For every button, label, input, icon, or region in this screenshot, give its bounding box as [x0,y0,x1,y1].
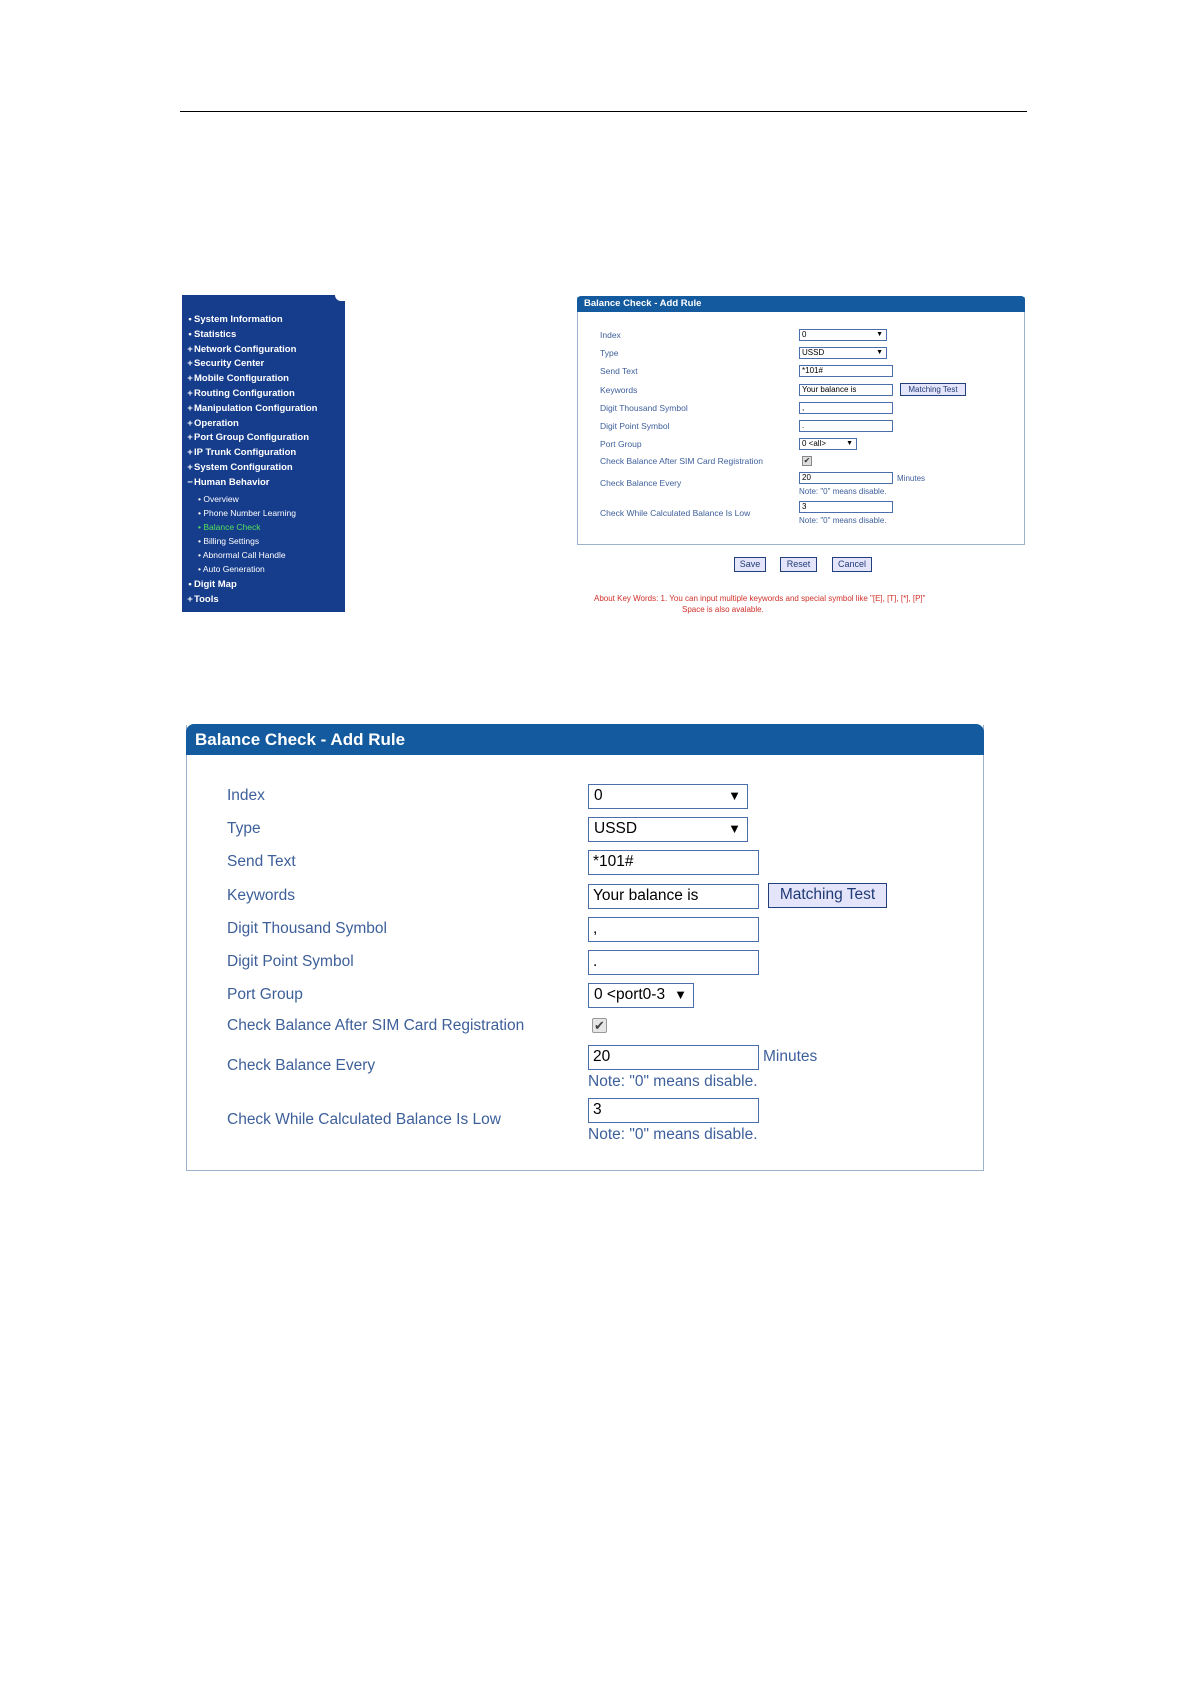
digit-thousand-label: Digit Thousand Symbol [600,403,688,413]
check-low-input[interactable]: 3 [799,501,893,513]
digit-thousand-label: Digit Thousand Symbol [227,920,387,937]
send-text-label: Send Text [227,853,296,870]
chevron-down-icon: ▼ [876,331,883,338]
digit-thousand-input[interactable]: , [588,917,759,942]
type-label: Type [600,348,619,358]
sidebar-subitem-auto-generation[interactable]: • Auto Generation [198,564,265,575]
page-header-rule [180,111,1027,112]
sidebar-sub-list [186,492,317,577]
about-keywords-line1: About Key Words: 1. You can input multiple keywords and special symbol like "[E], [T], [*], [P]" [594,594,926,603]
check-low-input[interactable]: 3 [588,1098,759,1123]
chevron-down-icon: ▼ [726,818,741,840]
panel-title: Balance Check - Add Rule [186,724,984,755]
chevron-down-icon: ▼ [876,349,883,356]
sidebar-item-mobile-configuration[interactable]: +Mobile Configuration [187,373,289,385]
sidebar-item-system-information[interactable]: • System Information [188,314,283,325]
send-text-label: Send Text [600,366,638,376]
type-label: Type [227,820,261,837]
chevron-down-icon: ▼ [846,440,853,447]
sidebar-subitem-overview[interactable]: • Overview [198,493,239,504]
check-every-label: Check Balance Every [600,478,682,488]
index-label: Index [600,330,621,340]
chevron-down-icon: ▼ [726,785,741,807]
small-balance-check-panel [577,297,1025,545]
sidebar-item-human-behavior[interactable]: −Human Behavior [187,476,270,488]
note-disable: Note: "0" means disable. [588,1126,758,1143]
check-low-label: Check While Calculated Balance Is Low [600,508,751,518]
port-group-select[interactable]: 0 <all> ▼ [799,438,857,450]
check-every-input[interactable]: 20 [588,1045,759,1070]
digit-point-label: Digit Point Symbol [600,421,670,431]
sidebar-item-digit-map[interactable]: • Digit Map [188,579,237,591]
sidebar-item-ip-trunk-configuration[interactable]: +IP Trunk Configuration [187,447,297,459]
sidebar-item-operation[interactable]: +Operation [187,417,239,429]
nav-list [186,313,317,608]
check-every-input[interactable]: 20 [799,472,893,484]
large-balance-check-panel [186,725,984,1171]
sidebar-subitem-phone-number-learning[interactable]: • Phone Number Learning [198,507,296,518]
sidebar-item-manipulation-configuration[interactable]: +Manipulation Configuration [187,402,318,414]
sidebar-item-statistics[interactable]: • Statistics [188,328,237,340]
keywords-label: Keywords [600,385,638,395]
check-every-label: Check Balance Every [227,1057,376,1074]
about-keywords-note [594,593,925,615]
check-after-sim-checkbox[interactable]: ✔ [592,1018,607,1033]
sidebar-item-tools[interactable]: +Tools [187,593,219,605]
minutes-label: Minutes [897,474,926,483]
sidebar-item-network-configuration[interactable]: +Network Configuration [187,343,297,355]
about-keywords-line2: Space is also avalable. [682,605,764,614]
port-group-select[interactable]: 0 <port0-3 ▼ [588,983,694,1008]
sidebar-nav [182,295,345,612]
nav-corner [335,295,345,301]
keywords-label: Keywords [227,887,296,904]
matching-test-button[interactable]: Matching Test [900,383,966,396]
type-select[interactable]: USSD ▼ [588,817,748,842]
panel-title: Balance Check - Add Rule [577,296,1025,312]
index-select[interactable]: 0 ▼ [588,784,748,809]
sidebar-item-security-center[interactable]: +Security Center [187,358,265,370]
note-disable: Note: "0" means disable. [799,516,887,525]
send-text-input[interactable]: *101# [799,365,893,377]
digit-point-label: Digit Point Symbol [227,953,354,970]
index-select[interactable]: 0 ▼ [799,329,887,341]
cancel-button[interactable]: Cancel [832,557,872,572]
check-low-label: Check While Calculated Balance Is Low [227,1111,501,1128]
check-after-sim-label: Check Balance After SIM Card Registration [227,1017,525,1034]
save-button[interactable]: Save [734,557,766,572]
check-after-sim-checkbox[interactable]: ✔ [803,456,811,465]
digit-thousand-input[interactable]: , [799,402,893,414]
sidebar-subitem-balance-check[interactable]: • Balance Check [198,521,261,532]
keywords-input[interactable]: Your balance is [799,384,893,396]
sidebar-item-routing-configuration[interactable]: +Routing Configuration [187,387,295,399]
sidebar-subitem-billing-settings[interactable]: • Billing Settings [198,535,260,546]
note-disable: Note: "0" means disable. [588,1073,758,1090]
reset-button[interactable]: Reset [780,557,817,572]
matching-test-button[interactable]: Matching Test [768,883,887,908]
minutes-label: Minutes [763,1048,818,1065]
port-group-label: Port Group [600,439,642,449]
index-label: Index [227,787,265,804]
chevron-down-icon: ▼ [672,984,687,1006]
type-select[interactable]: USSD ▼ [799,347,887,359]
check-after-sim-label: Check Balance After SIM Card Registration [600,456,763,466]
note-disable: Note: "0" means disable. [799,487,887,496]
digit-point-input[interactable]: . [588,950,759,975]
keywords-input[interactable]: Your balance is [588,884,759,909]
sidebar-item-system-configuration[interactable]: +System Configuration [187,461,293,473]
port-group-label: Port Group [227,986,303,1003]
sidebar-item-port-group-configuration[interactable]: +Port Group Configuration [187,432,310,444]
sidebar-subitem-abnormal-call-handle[interactable]: • Abnormal Call Handle [198,549,286,560]
sidebar-sub-container [186,492,317,577]
send-text-input[interactable]: *101# [588,850,759,875]
digit-point-input[interactable]: . [799,420,893,432]
